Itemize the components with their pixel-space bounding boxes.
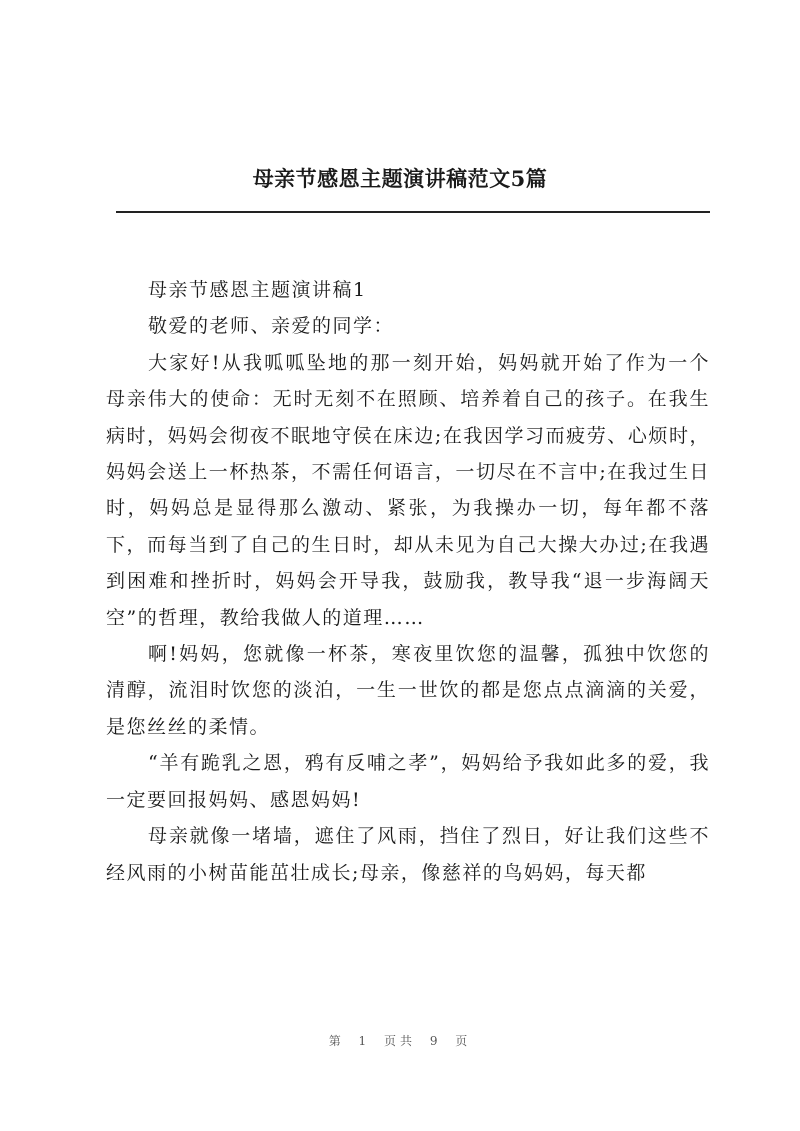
document-body bbox=[106, 272, 710, 891]
page-footer: 第 1 页共 9 页 bbox=[328, 1034, 472, 1048]
document-title: 母亲节感恩主题演讲稿范文5篇 bbox=[252, 166, 548, 191]
body-paragraph: 啊!妈妈，您就像一杯茶，寒夜里饮您的温馨，孤独中饮您的清醇，流泪时饮您的淡泊，一生一世饮的都是您点点滴滴的关爱，是您丝丝的柔情。 bbox=[106, 643, 710, 738]
body-paragraph: 母亲就像一堵墙，遮住了风雨，挡住了烈日，好让我们这些不经风雨的小树苗能茁壮成长;母亲，像慈祥的鸟妈妈，每天都 bbox=[106, 825, 710, 884]
body-paragraph: 大家好!从我呱呱坠地的那一刻开始，妈妈就开始了作为一个母亲伟大的使命：无时无刻不在照顾、培养着自己的孩子。在我生病时，妈妈会彻夜不眠地守侯在床边;在我因学习而疲劳、心烦时，妈妈会送上一杯热茶，不需任何语言，一切尽在不言中;在我过生日时，妈妈总是显得那么激动、紧张，为我操办一切，每年都不落下，而每当到了自己的生日时，却从未见为自己大操大办过;在我遇到困难和挫折时，妈妈会开导我，鼓励我，教导我“退一步海阔天空”的哲理，教给我做人的道理…… bbox=[106, 351, 710, 629]
body-paragraph: “羊有跪乳之恩，鸦有反哺之孝”，妈妈给予我如此多的爱，我一定要回报妈妈、感恩妈妈! bbox=[106, 752, 710, 811]
title-underline bbox=[116, 211, 710, 213]
salutation: 敬爱的老师、亲爱的同学： bbox=[148, 315, 395, 338]
section-heading: 母亲节感恩主题演讲稿1 bbox=[148, 279, 367, 301]
